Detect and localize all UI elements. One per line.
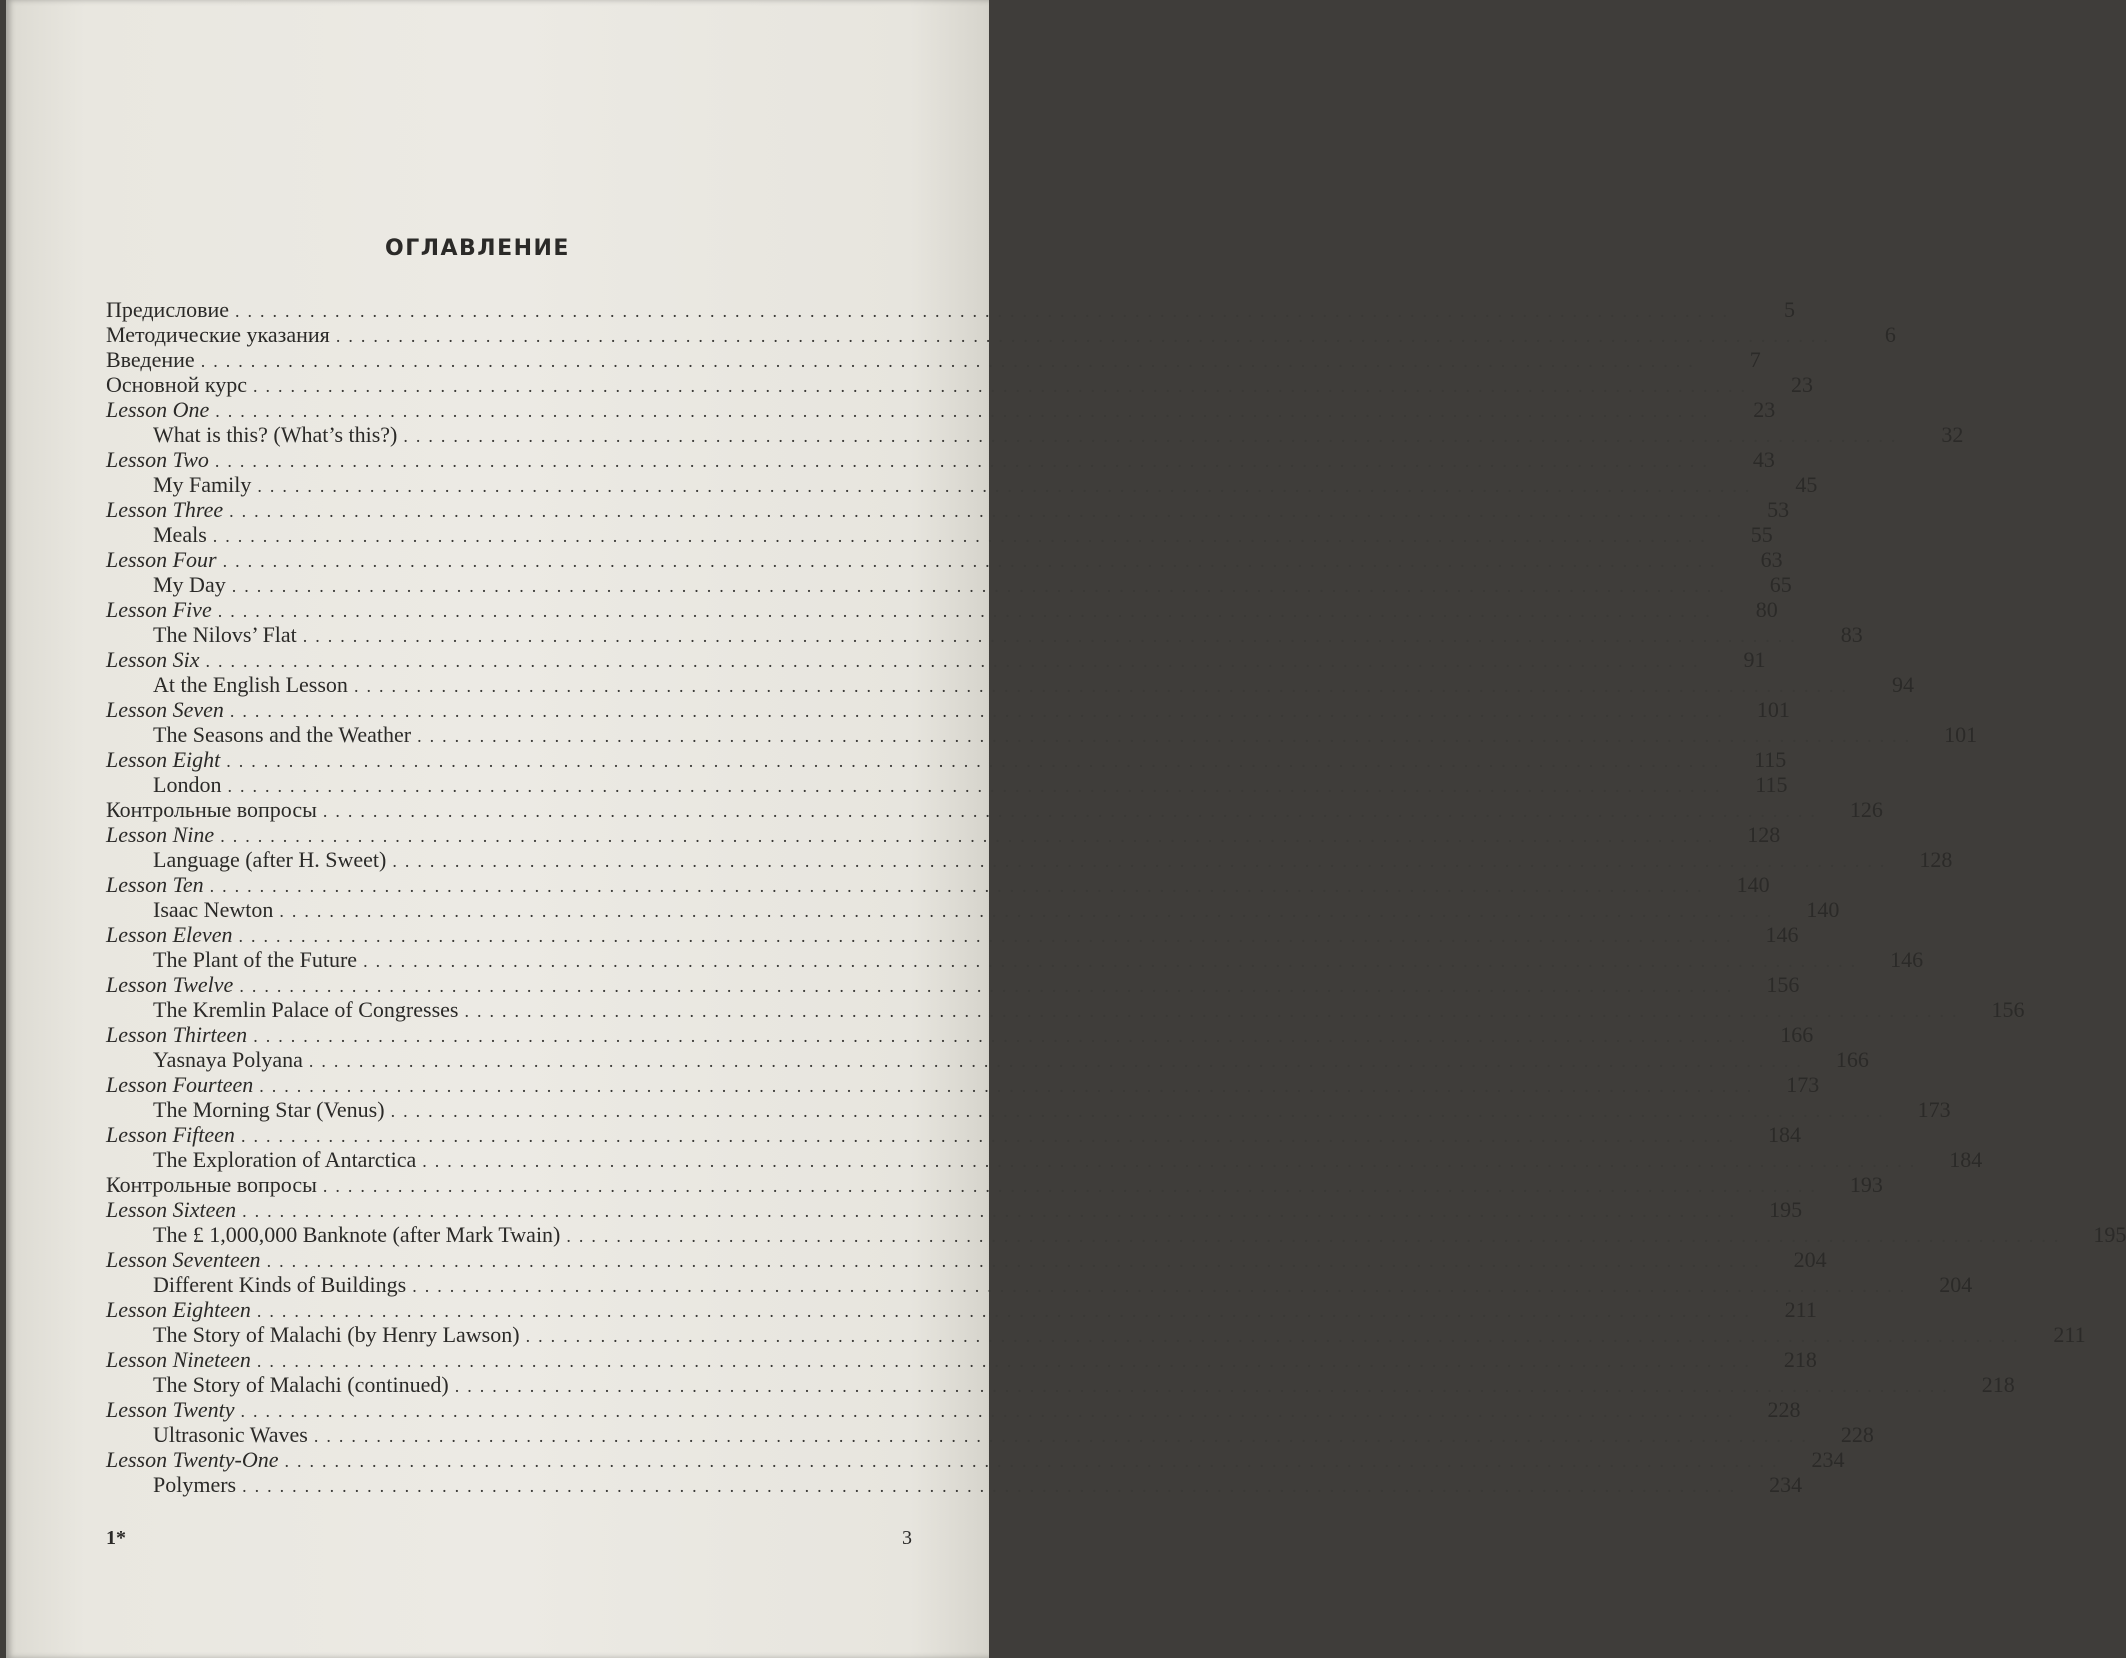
toc-entry-page: 23 [1791, 372, 1814, 397]
dot-leader: ........................................................................................................................ [313, 1426, 1814, 1446]
toc-entry [106, 922, 1799, 947]
dot-leader: ........................................................................................................................ [284, 1451, 1785, 1471]
dot-leader: ........................................................................................................................ [335, 326, 1836, 346]
toc-entry-page: 218 [1783, 1347, 1817, 1372]
toc-entry-label: Different Kinds of Buildings [153, 1272, 407, 1297]
toc-entry-page: 184 [1767, 1122, 1801, 1147]
toc-entry-page: 195 [1769, 1197, 1803, 1222]
toc-entry-label: Lesson Three [106, 497, 224, 522]
toc-entry-label: The Story of Malachi (continued) [153, 1372, 449, 1397]
toc-entry [106, 297, 1795, 322]
toc-entry-label: Lesson Fifteen [106, 1122, 235, 1147]
dot-leader: ........................................................................................................................ [214, 451, 1715, 471]
toc-entry-label: Lesson Eighteen [106, 1297, 251, 1322]
dot-leader: ........................................................................................................................ [422, 1151, 1923, 1171]
toc-entry [106, 797, 1883, 822]
toc-entry-label: Lesson Twenty [106, 1397, 235, 1422]
dot-leader: ........................................................................................................................ [412, 1276, 1913, 1296]
toc-entry [106, 997, 2025, 1022]
toc-entry-page: 146 [1765, 922, 1799, 947]
toc-entry-page: 166 [1835, 1047, 1869, 1072]
toc-entry [106, 772, 1788, 797]
toc-entry-label: Lesson Fourteen [106, 1072, 254, 1097]
dot-leader: ........................................................................................................................ [226, 751, 1727, 771]
dot-leader: ........................................................................................................................ [454, 1376, 1955, 1396]
toc-entry [106, 1322, 2086, 1347]
toc-entry-page: 23 [1753, 397, 1776, 422]
dot-leader: ........................................................................................................................ [253, 1026, 1754, 1046]
toc-entry-label: The £ 1,000,000 Banknote (after Mark Twain) [153, 1222, 561, 1247]
toc-entry [106, 1272, 1973, 1297]
toc-entry-label: London [153, 772, 222, 797]
toc-entry [106, 1297, 1817, 1322]
toc-entry [106, 472, 1818, 497]
toc-entry-page: 32 [1941, 422, 1964, 447]
toc-entry-label: The Kremlin Palace of Congresses [153, 997, 459, 1022]
page-number: 3 [902, 1527, 912, 1549]
dot-leader: ........................................................................................................................ [229, 701, 1730, 721]
toc-entry-label: What is this? (What’s this?) [153, 422, 398, 447]
toc-entry-label: Lesson Six [106, 647, 200, 672]
toc-entry-label: Lesson Ten [106, 872, 204, 897]
dot-leader: ........................................................................................................................ [239, 976, 1740, 996]
dot-leader: ........................................................................................................................ [242, 1201, 1743, 1221]
toc-entry-page: 173 [1786, 1072, 1820, 1097]
toc-entry-label: The Seasons and the Weather [153, 722, 412, 747]
toc-entry-label: Lesson Thirteen [106, 1022, 248, 1047]
toc-entry [106, 322, 1896, 347]
dot-leader: ........................................................................................................................ [257, 476, 1758, 496]
toc-entry-label: The Exploration of Antarctica [153, 1147, 417, 1172]
toc-entry-label: Lesson Eight [106, 747, 221, 772]
page-title: ОГЛАВЛЕНИЕ [385, 236, 570, 261]
toc-entry [106, 897, 1840, 922]
dot-leader: ........................................................................................................................ [227, 776, 1728, 796]
dot-leader: ........................................................................................................................ [217, 601, 1718, 621]
toc-entry [106, 1397, 1801, 1422]
dot-leader: ........................................................................................................................ [229, 501, 1730, 521]
toc-entry [106, 1022, 1814, 1047]
toc-entry-label: Lesson Twelve [106, 972, 234, 997]
dot-leader: ........................................................................................................................ [240, 1401, 1741, 1421]
toc-entry-page: 80 [1755, 597, 1778, 622]
dot-leader: ........................................................................................................................ [363, 951, 1864, 971]
dot-leader: ........................................................................................................................ [238, 926, 1739, 946]
dot-leader: ........................................................................................................................ [525, 1326, 2026, 1346]
toc-entry [106, 347, 1761, 372]
dot-leader: ........................................................................................................................ [464, 1001, 1965, 1021]
toc-entry [106, 447, 1775, 472]
toc-entry-page: 195 [2093, 1222, 2126, 1247]
toc-entry [106, 1247, 1827, 1272]
dot-leader: ........................................................................................................................ [390, 1101, 1891, 1121]
toc-entry [106, 597, 1778, 622]
toc-entry [106, 622, 1863, 647]
dot-leader: ........................................................................................................................ [200, 351, 1701, 371]
toc-entry-page: 115 [1755, 772, 1788, 797]
toc-entry-label: Lesson Nineteen [106, 1347, 251, 1372]
toc-entry-page: 83 [1840, 622, 1863, 647]
toc-entry-label: At the English Lesson [153, 672, 348, 697]
toc-entry [106, 522, 1773, 547]
toc-entry [106, 1472, 1803, 1497]
toc-entry-label: Контрольные вопросы [106, 1172, 317, 1197]
toc-entry [106, 972, 1800, 997]
dot-leader: ........................................................................................................................ [322, 801, 1823, 821]
toc-entry-page: 228 [1767, 1397, 1801, 1422]
toc-entry-page: 55 [1750, 522, 1773, 547]
toc-entry [106, 1447, 1845, 1472]
toc-entry [106, 872, 1770, 897]
dot-leader: ........................................................................................................................ [205, 651, 1706, 671]
dot-leader: ........................................................................................................................ [242, 1476, 1743, 1496]
toc-entry-label: Введение [106, 347, 195, 372]
toc-entry-label: Isaac Newton [153, 897, 274, 922]
toc-entry-label: Предисловие [106, 297, 229, 322]
toc-entry-page: 101 [1944, 722, 1978, 747]
dot-leader: ........................................................................................................................ [209, 876, 1710, 896]
dot-leader: ........................................................................................................................ [403, 426, 1904, 446]
toc-entry-page: 94 [1891, 672, 1914, 697]
toc-entry-page: 234 [1769, 1472, 1803, 1497]
toc-entry-page: 115 [1754, 747, 1787, 772]
toc-entry [106, 422, 1964, 447]
toc-entry [106, 847, 1953, 872]
toc-entry-page: 173 [1917, 1097, 1951, 1122]
dot-leader: ........................................................................................................................ [353, 676, 1854, 696]
toc-entry-page: 101 [1756, 697, 1790, 722]
toc-entry-page: 166 [1780, 1022, 1814, 1047]
toc-entry-page: 184 [1949, 1147, 1983, 1172]
toc-entry-label: Lesson Seven [106, 697, 224, 722]
dot-leader: ........................................................................................................................ [256, 1301, 1757, 1321]
toc-entry-label: Language (after H. Sweet) [153, 847, 387, 872]
toc-entry [106, 547, 1783, 572]
dot-leader: ........................................................................................................................ [417, 726, 1918, 746]
toc-entry-page: 53 [1767, 497, 1790, 522]
toc-entry [106, 647, 1766, 672]
table-of-contents [106, 297, 2126, 1497]
toc-entry [106, 397, 1776, 422]
dot-leader: ........................................................................................................................ [566, 1226, 2067, 1246]
toc-entry-label: The Nilovs’ Flat [153, 622, 297, 647]
toc-entry [106, 1222, 2126, 1247]
toc-entry-page: 7 [1749, 347, 1761, 372]
toc-entry-page: 204 [1793, 1247, 1827, 1272]
toc-entry-page: 128 [1747, 822, 1781, 847]
toc-entry-page: 63 [1760, 547, 1783, 572]
dot-leader: ........................................................................................................................ [302, 626, 1803, 646]
toc-entry-label: The Morning Star (Venus) [153, 1097, 385, 1122]
dot-leader: ........................................................................................................................ [259, 1076, 1760, 1096]
toc-entry-label: Lesson Eleven [106, 922, 233, 947]
toc-entry [106, 1347, 1817, 1372]
toc-entry [106, 1422, 1874, 1447]
toc-entry-label: Lesson Sixteen [106, 1197, 237, 1222]
toc-entry-page: 128 [1919, 847, 1953, 872]
dot-leader: ........................................................................................................................ [222, 551, 1723, 571]
toc-entry-page: 146 [1890, 947, 1924, 972]
toc-entry-label: Lesson Two [106, 447, 209, 472]
toc-entry-page: 156 [1991, 997, 2025, 1022]
toc-entry-label: My Day [153, 572, 226, 597]
toc-entry [106, 1372, 2015, 1397]
dot-leader: ........................................................................................................................ [256, 1351, 1757, 1371]
toc-entry [106, 572, 1792, 597]
toc-entry [106, 947, 1924, 972]
toc-entry-page: 228 [1840, 1422, 1874, 1447]
toc-entry-label: Lesson Nine [106, 822, 215, 847]
toc-entry-label: Контрольные вопросы [106, 797, 317, 822]
toc-entry-label: Lesson One [106, 397, 210, 422]
toc-entry-label: The Plant of the Future [153, 947, 358, 972]
toc-entry-page: 140 [1806, 897, 1840, 922]
toc-entry-label: Polymers [153, 1472, 237, 1497]
toc-entry-label: Основной курс [106, 372, 248, 397]
toc-entry [106, 822, 1781, 847]
dot-leader: ........................................................................................................................ [322, 1176, 1823, 1196]
toc-entry [106, 722, 1978, 747]
dot-leader: ........................................................................................................................ [235, 301, 1735, 321]
toc-entry-label: Методические указания [106, 322, 330, 347]
toc-entry [106, 1172, 1883, 1197]
dot-leader: ........................................................................................................................ [240, 1126, 1741, 1146]
toc-entry [106, 1197, 1803, 1222]
dot-leader: ........................................................................................................................ [212, 526, 1713, 546]
dot-leader: ........................................................................................................................ [279, 901, 1780, 921]
toc-entry-label: Yasnaya Polyana [153, 1047, 303, 1072]
toc-entry [106, 1147, 1983, 1172]
toc-entry-label: Lesson Five [106, 597, 212, 622]
toc-entry [106, 497, 1790, 522]
toc-entry-page: 5 [1784, 297, 1795, 322]
toc-entry [106, 1097, 1951, 1122]
toc-entry-label: Ultrasonic Waves [153, 1422, 308, 1447]
toc-entry-page: 218 [1981, 1372, 2015, 1397]
toc-entry [106, 1072, 1820, 1097]
dot-leader: ........................................................................................................................ [220, 826, 1721, 846]
dot-leader: ........................................................................................................................ [266, 1251, 1767, 1271]
toc-entry-page: 140 [1736, 872, 1770, 897]
dot-leader: ........................................................................................................................ [215, 401, 1716, 421]
toc-entry-label: My Family [153, 472, 252, 497]
dot-leader: ........................................................................................................................ [392, 851, 1893, 871]
toc-entry-page: 6 [1884, 322, 1896, 347]
signature-mark: 1* [106, 1527, 126, 1549]
toc-entry [106, 1122, 1801, 1147]
toc-entry-page: 193 [1849, 1172, 1883, 1197]
toc-entry-page: 91 [1743, 647, 1766, 672]
book-page [6, 0, 2126, 1658]
toc-entry [106, 747, 1787, 772]
toc-entry-page: 234 [1811, 1447, 1845, 1472]
toc-entry-page: 211 [2053, 1322, 2086, 1347]
toc-entry [106, 697, 1790, 722]
toc-entry-page: 43 [1752, 447, 1775, 472]
toc-entry-label: Lesson Seventeen [106, 1247, 261, 1272]
toc-entry-page: 156 [1766, 972, 1800, 997]
toc-entry-label: Lesson Four [106, 547, 217, 572]
toc-entry-label: The Story of Malachi (by Henry Lawson) [153, 1322, 520, 1347]
toc-entry-label: Lesson Twenty-One [106, 1447, 279, 1472]
toc-entry [106, 372, 1814, 397]
toc-entry-page: 126 [1849, 797, 1883, 822]
toc-entry [106, 672, 1914, 697]
toc-entry-page: 65 [1769, 572, 1792, 597]
toc-entry-page: 211 [1784, 1297, 1817, 1322]
toc-entry-page: 45 [1795, 472, 1818, 497]
dot-leader: ........................................................................................................................ [253, 376, 1754, 396]
toc-entry-page: 204 [1939, 1272, 1973, 1297]
dot-leader: ........................................................................................................................ [231, 576, 1732, 596]
toc-entry-label: Meals [153, 522, 207, 547]
toc-entry [106, 1047, 1869, 1072]
dot-leader: ........................................................................................................................ [308, 1051, 1809, 1071]
